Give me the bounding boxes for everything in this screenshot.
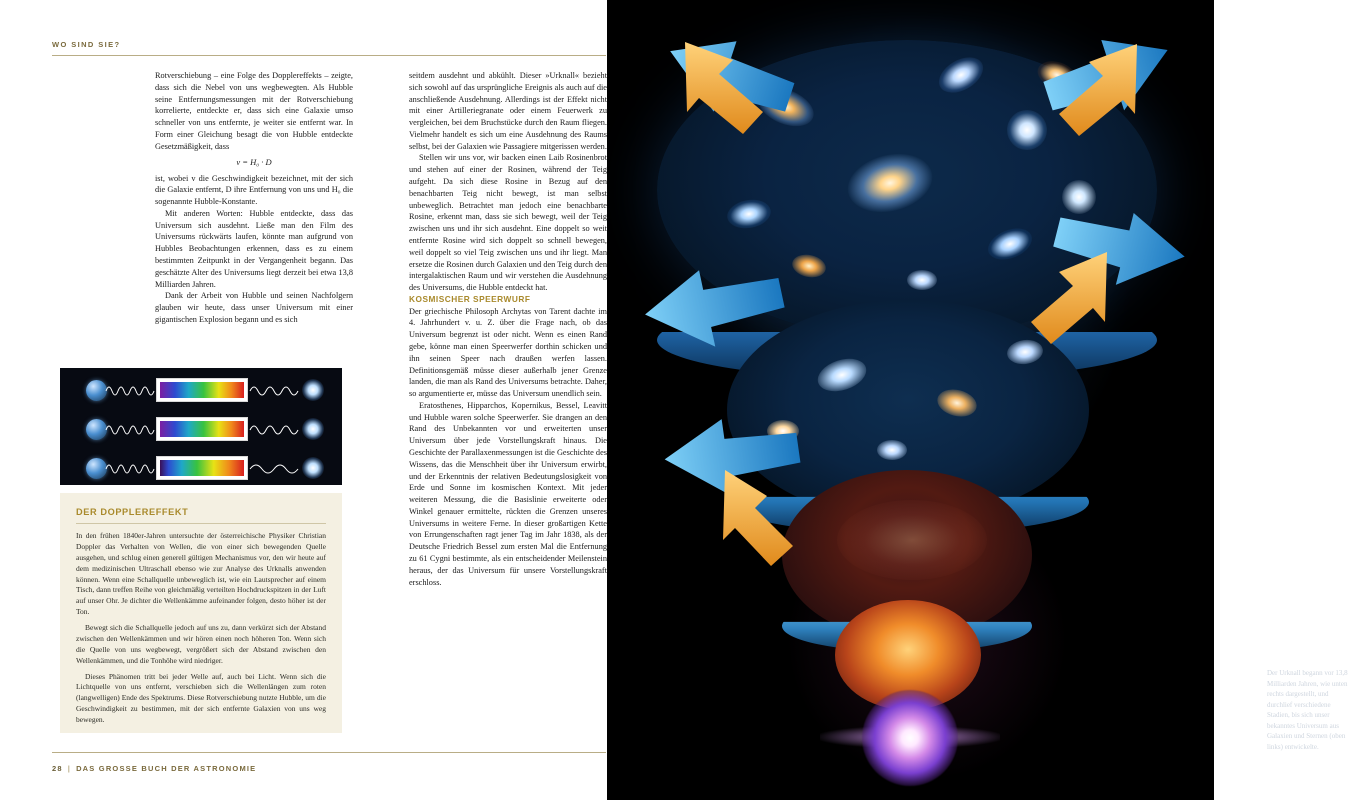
wave-left-icon	[106, 422, 156, 438]
left-page	[0, 0, 607, 800]
header-rule	[52, 55, 606, 56]
folio-title: DAS GROSSE BUCH DER ASTRONOMIE	[76, 764, 257, 773]
doppler-effect-figure	[60, 368, 342, 485]
galaxy-icon	[302, 418, 324, 440]
wave-right-icon	[250, 422, 302, 438]
sidebar-paragraph: In den frühen 1840er-Jahren untersuchte der österreichische Physiker Christian Doppler das Verhalten von Wellen, die von einer sich bewegenden Quelle ausgehen, und schlug einen generell gültigen Mechanismus vor, den wir heute auf dem medizinischen Ultraschall ebenso wie zur Analyse des Urknalls anwenden können. Wenn eine Schallquelle unbeweglich ist, wie ein Lautsprecher auf einem Tisch, dann treffen Reihe von gleichmäßig verteilten Hochdruckspitzen in der Luft auf unser Ohr. Je dichter die Wellenkämme aufeinander folgen, desto höher ist der Ton.	[76, 531, 326, 617]
figure-row-rest	[60, 410, 342, 449]
right-page	[607, 0, 1348, 800]
figure-row-redshift	[60, 449, 342, 488]
galaxy-icon	[302, 379, 324, 401]
wave-left-icon	[106, 383, 156, 399]
planet-icon	[86, 458, 107, 479]
illustration-caption: Der Urknall begann vor 13,8 Milliarden Jahren, wie unten rechts dargestellt, und durchlief verschiedene Stadien, bis sich unser bekanntes Universum aus Galaxien und Sternen (oben links) entwickelte.	[1267, 669, 1348, 751]
section-subhead: KOSMISCHER SPEERWURF	[409, 293, 531, 304]
arrow-blue-icon	[638, 255, 789, 360]
galaxy-icon	[302, 457, 324, 479]
sidebar-rule	[76, 523, 326, 524]
sidebar-doppler-effect	[60, 493, 342, 733]
spectrum-box	[156, 456, 248, 480]
paragraph: seitdem ausdehnt und abkühlt. Dieser »Urknall« bezieht sich sowohl auf das ursprüngliche Ereignis als auch auf die anschließende Ausdehnung. Allerdings ist der Effekt nicht mit einer Artilleriegranate oder einem Feuerwerk zu vergleichen, bei dem Bruchstücke durch den Raum fliegen. Vielmehr handelt es sich um eine Ausdehnung des Raums selbst, bei der Galaxien wie Passagiere mitgerissen werden.	[409, 71, 607, 151]
paragraph: ist, wobei v die Geschwindigkeit bezeichnet, mit der sich die Galaxie entfernt, D ihre Entfernung von uns und H₀ die sogenannte Hubble-Konstante.	[155, 173, 353, 207]
wave-left-icon	[106, 461, 156, 477]
figure-row-blueshift	[60, 371, 342, 410]
paragraph: Dank der Arbeit von Hubble und seinen Nachfolgern glauben wir heute, dass unser Universum mit einer gigantischen Explosion begann und es sich	[155, 291, 353, 324]
paragraph: Mit anderen Worten: Hubble entdeckte, dass das Universum sich ausdehnt. Ließe man den Film des Universums rückwärts laufen, könnte man aufgrund von Hubbles Beobachtungen erkennen, dass es zu einem bestimmten Zeitpunkt in der Vergangenheit begann. Das geschätzte Alter des Universums liegt derzeit bei etwa 13,8 Milliarden Jahren.	[155, 208, 353, 289]
sidebar-paragraph: Bewegt sich die Schallquelle jedoch auf uns zu, dann verkürzt sich der Abstand zwischen den Wellenkämmen und wir hören einen noch höheren Ton. Wenn sich die Quelle von uns wegbewegt, vergrößert sich der Abstand zwischen den Wellenkämmen, und die Tonhöhe wird niedriger.	[76, 623, 326, 665]
column-right	[409, 70, 607, 588]
arrow-orange-icon	[723, 470, 793, 566]
expansion-arrows	[607, 0, 1214, 800]
column-left	[155, 70, 353, 326]
paragraph: Rotverschiebung – eine Folge des Dopplereffekts – zeigte, dass sich die Nebel von uns wegbewegten. Als Hubble seine Entfernungsmessungen mit der Rotverschiebung korrelierte, entdeckte er, dass sich eine Galaxie umso schneller von uns entfernte, je weiter sie entfernt war. In Form einer Gleichung besagt die von Hubble entdeckte Gesetzmäßigkeit, dass	[155, 71, 353, 151]
spectrum-box	[156, 378, 248, 402]
wave-right-icon	[250, 461, 302, 477]
paragraph: Der griechische Philosoph Archytas von Tarent dachte im 4. Jahrhundert v. u. Z. über die Frage nach, ob das Universum begrenzt ist oder nicht. Wenn es einen Rand gebe, könne man einen Speerwerfer dorthin schicken und ihn seinen Speer nach draußen werfen lassen. Definitionsgemäß müsse dieser außerhalb jener Grenze landen, die man als Rand des Universums betrachte. Daher, so argumentierte er, müsse das Universum unendlich sein.	[409, 306, 607, 399]
footer-rule	[52, 752, 606, 753]
sidebar-paragraph: Dieses Phänomen tritt bei jeder Welle auf, auch bei Licht. Wenn sich die Lichtquelle von uns entfernt, verschieben sich die Wellenlängen zum roten (langwelligen) Ende des Spektrums. Diese Rotverschiebung nutzte Hubble, um die Geschwindigkeit zu bestimmen, mit der sich entfernte Galaxien von uns weg bewegen.	[76, 671, 326, 724]
planet-icon	[86, 419, 107, 440]
folio: 28 | DAS GROSSE BUCH DER ASTRONOMIE	[52, 764, 257, 773]
paragraph: Stellen wir uns vor, wir backen einen Laib Rosinenbrot und stehen auf einer der Rosinen, während der Teig aufgeht. Da sich diese Rosine in Bezug auf den benachbarten Teig nicht bewegt, ist man selbst unbeweglich. Betrachtet man jedoch eine benachbarte Rosine, erkennt man, dass sie sich bewegt, weil der Teig zwischen uns und ihr sich ausdehnt. Eine doppelt so weit entfernte Rosine wird sich doppelt so schnell bewegen, weil doppelt so viel Teig zwischen uns und ihr liegt. Man ersetze die Rosinen durch Galaxien und den Teig durch den intergalaktischen Raum und wir verstehen die Ausdehnung des Universums, die Hubble entdeckt hat.	[409, 153, 607, 293]
running-head: WO SIND SIE?	[52, 40, 121, 49]
planet-icon	[86, 380, 107, 401]
folio-number: 28	[52, 764, 63, 773]
wave-right-icon	[250, 383, 302, 399]
sidebar-title: DER DOPPLEREFFEKT	[76, 507, 189, 517]
arrow-blue-icon	[1048, 196, 1192, 299]
spectrum-box	[156, 417, 248, 441]
paragraph: Eratosthenes, Hipparchos, Kopernikus, Bessel, Leavitt und Hubble waren solche Speerwerfer. Sie drangen an den Rand des Unbekannten vor und erweiterten unser Universum über jede Vorstellungskraft hinaus. Die Geschichte der Parallaxenmessungen ist die Geschichte des Wissens, das die Menschheit über ihr Universum erwirbt, und der Erkenntnis der relativen Bedeutungslosigkeit von Erde und Sonne im kosmischen Kontext. Mit jeder weiteren Messung, die die Basislinie erweiterte oder Winkel genauer ermittelte, rückten die Grenzen unseres Universums in weitere Ferne. In dieser großartigen Kette von Errungenschaften ragt jener Tag im Jahr 1838, als der Deutsche Friedrich Bessel zum ersten Mal die Entfernung zu 61 Cygni bestimmte, als ein entscheidender Meilenstein heraus, der das Universum für unsere Vorstellungskraft erschloss.	[409, 400, 607, 587]
arrow-orange-icon	[1031, 252, 1107, 344]
hubble-equation: v = H₀ · D	[236, 157, 272, 168]
